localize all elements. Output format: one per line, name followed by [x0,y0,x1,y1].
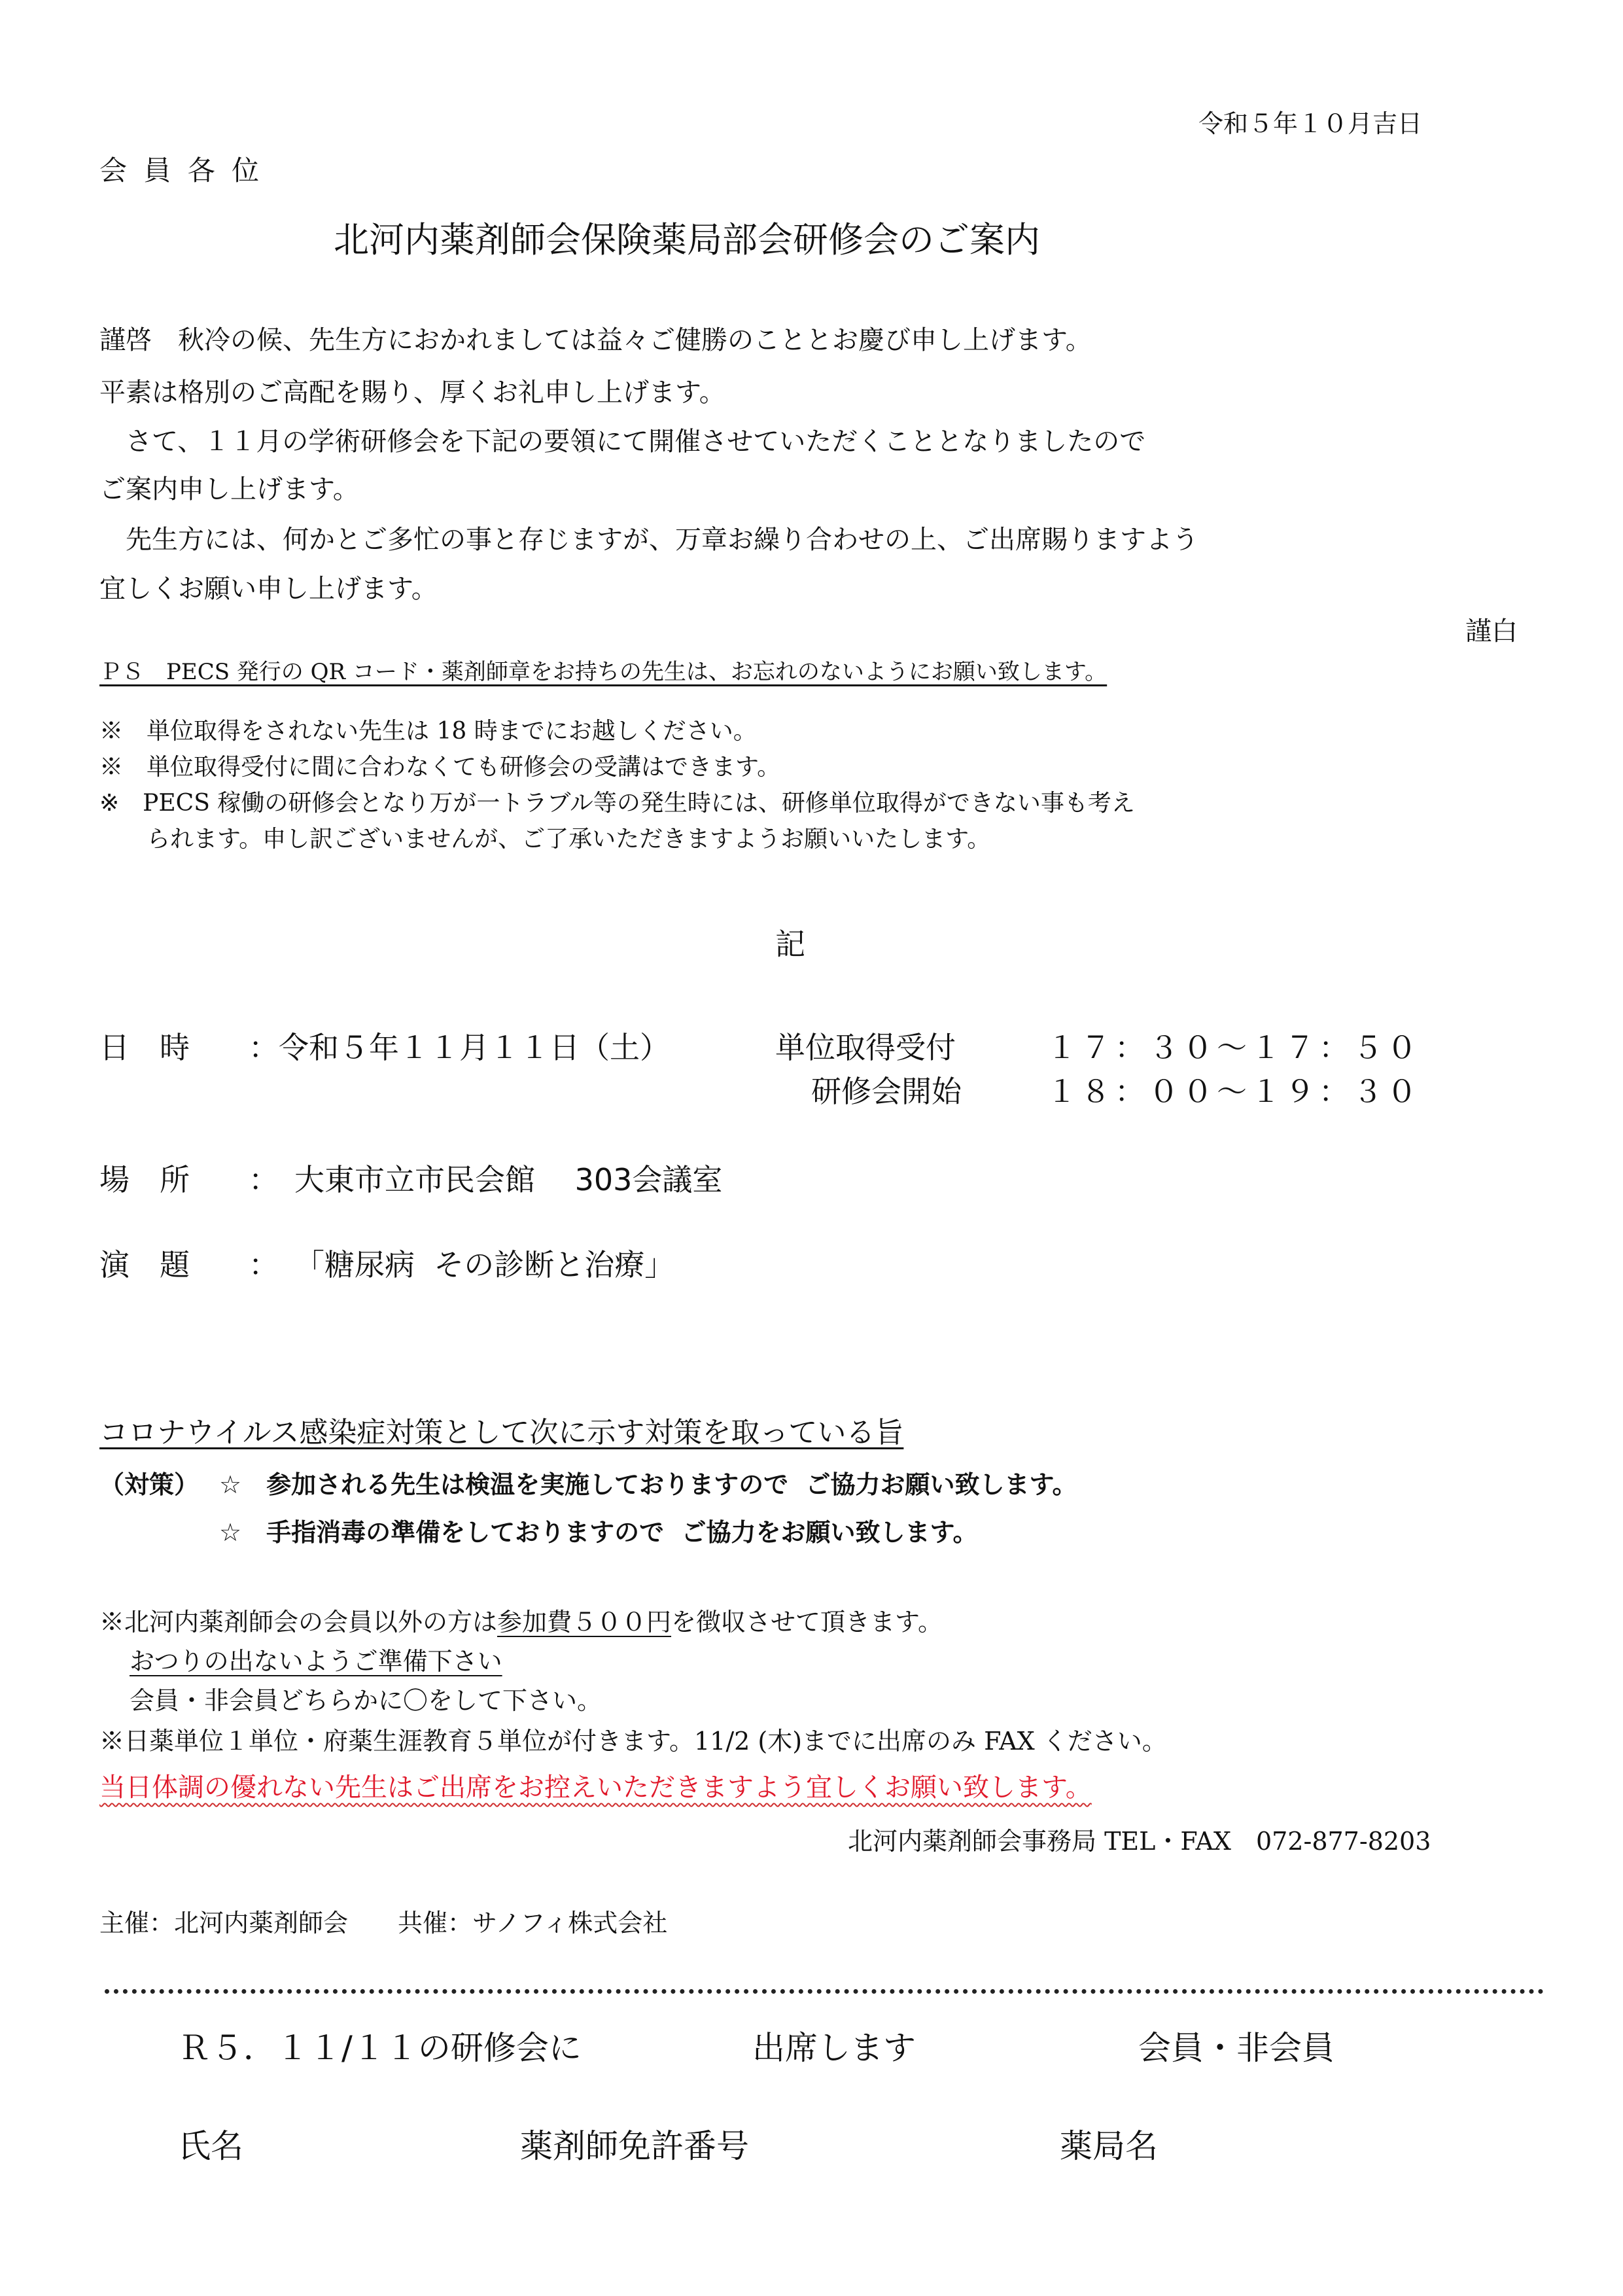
body-line: さて、１１月の学術研修会を下記の要領にて開催させていただくこととなりましたので [99,427,1146,457]
start-label: 研修会開始 [811,1074,962,1109]
reply-attend: 出席します [752,2029,916,2067]
circle-note: 会員・非会員どちらかに〇をして下さい。 [130,1686,602,1715]
note-line: ※ 単位取得をされない先生は 18 時までにお越しください。 [99,718,757,745]
change-note: おつりの出ないようご準備下さい [130,1647,502,1676]
note-line: ※ 単位取得受付に間に合わなくても研修会の受講はできます。 [99,754,781,781]
schedule-label: 日 時 [99,1030,190,1065]
venue-value: 大東市立市民会館 303会議室 [294,1162,723,1197]
venue-colon: ： [249,1162,279,1197]
covid-prefix: （対策） [99,1470,200,1499]
ki-marker: 記 [775,927,805,962]
body-line: ご案内申し上げます。 [99,474,359,504]
schedule-date: ：令和５年１１月１１日（土） [249,1030,670,1065]
office-contact: 北河内薬剤師会事務局 TEL・FAX 072-877-8203 [848,1827,1431,1856]
closing: 謹白 [1465,616,1518,646]
covid-item: ☆ 手指消毒の準備をしておりますので ご協力をお願い致します。 [219,1518,978,1547]
addressee: 会 員 各 位 [99,154,264,186]
reception-time: １７：３０～１７：５０ [1047,1030,1421,1065]
topic-colon: ： [249,1247,279,1282]
health-caution: 当日体調の優れない先生はご出席をお控えいただきますよう宜しくお願い致します。 [99,1773,1092,1803]
reply-name-field: 氏名 [178,2127,243,2165]
body-line: 謹啓 秋冷の候、先生方におかれましては益々ご健勝のこととお慶び申し上げます。 [99,325,1092,355]
body-line: 先生方には、何かとご多忙の事と存じますが、万章お繰り合わせの上、ご出席賜りますよう [99,525,1198,555]
fee-note [99,1610,943,1634]
topic-label: 演 題 [99,1247,190,1282]
body-line: 平素は格別のご高配を賜り、厚くお礼申し上げます。 [99,378,725,408]
note-line: られます。申し訳ございませんが、ご了承いただきますようお願いいたします。 [99,826,991,853]
start-time: １８：００～１９：３０ [1047,1074,1421,1109]
ps-note: ＰＳ PECS 発行の QR コード・薬剤師章をお持ちの先生は、お忘れのないようにお願い致します。 [99,659,1108,685]
venue-label: 場 所 [99,1162,190,1197]
reply-session: Ｒ５．１１/１１の研修会に [178,2029,582,2067]
reply-member-status: 会員・非会員 [1138,2029,1335,2067]
cut-line [105,1989,1544,1994]
fee-amount: 参加費５００円 [497,1608,672,1636]
fee-post: を徴収させて頂きます。 [671,1608,943,1636]
reply-license-field: 薬剤師免許番号 [520,2127,749,2165]
sponsors: 主催：北河内薬剤師会 共催：サノフィ株式会社 [99,1909,668,1937]
covid-item: ☆ 参加される先生は検温を実施しておりますので ご協力お願い致します。 [219,1470,1077,1499]
body-line: 宜しくお願い申し上げます。 [99,574,438,604]
reception-label: 単位取得受付 [775,1030,956,1065]
fee-pre: ※北河内薬剤師会の会員以外の方は [99,1608,498,1636]
covid-heading: コロナウイルス感染症対策として次に示す対策を取っている旨 [99,1416,904,1449]
units-note: ※日薬単位１単位・府薬生涯教育５単位が付きます。11/2 (木)までに出席のみ FAX ください。 [99,1727,1167,1756]
topic-value: 「糖尿病 その診断と治療」 [294,1247,675,1282]
reply-pharmacy-field: 薬局名 [1060,2127,1158,2165]
note-line: ※ PECS 稼働の研修会となり万が一トラブル等の発生時には、研修単位取得ができない事も考え [99,790,1135,817]
page-title: 北河内薬剤師会保険薬局部会研修会のご案内 [334,219,1040,260]
issue-date: 令和５年１０月吉日 [1198,109,1423,138]
